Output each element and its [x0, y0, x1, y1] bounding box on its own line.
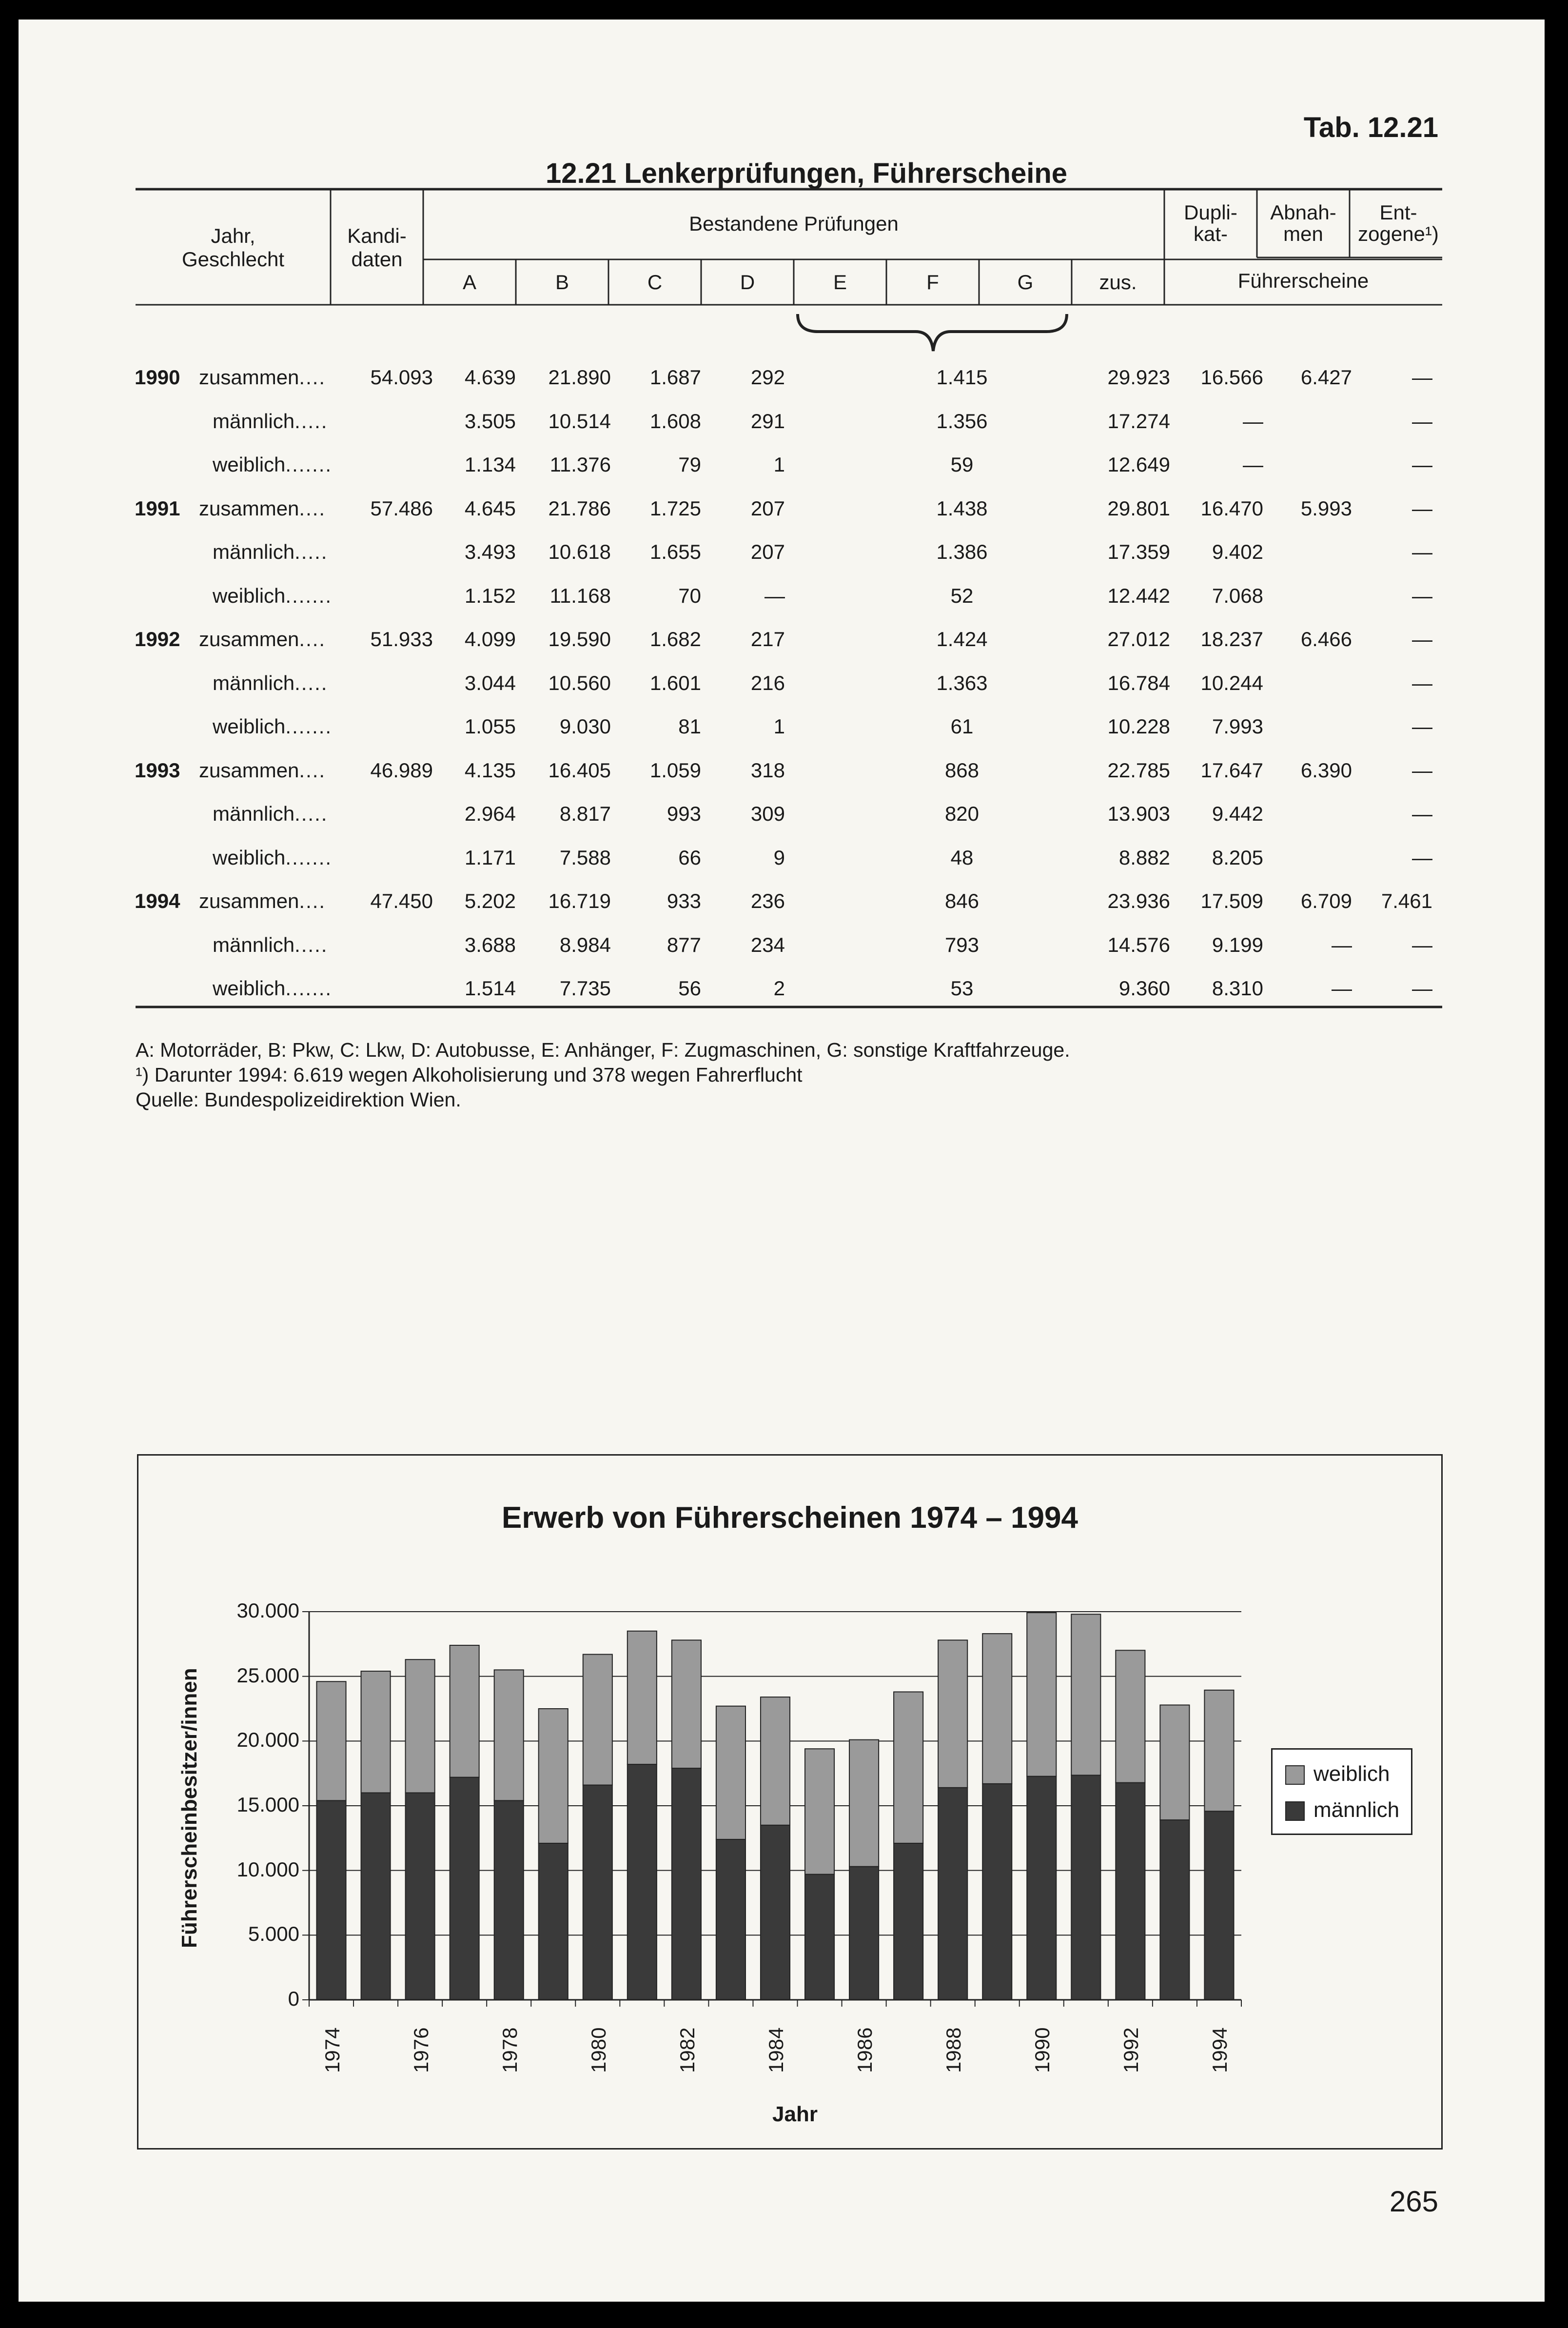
cell-c: 1.601 [649, 671, 701, 694]
cell-b: 21.786 [548, 496, 611, 520]
cell-a: 3.688 [464, 933, 516, 956]
y-tick-label: 20.000 [236, 1728, 299, 1752]
x-tick-label: 1976 [409, 2027, 432, 2073]
cell-b: 19.590 [548, 628, 611, 651]
x-tick-label: 1974 [320, 2027, 344, 2073]
cell-dup: 16.566 [1200, 366, 1263, 389]
y-tick-label: 0 [288, 1987, 299, 2010]
cell-b: 16.405 [548, 758, 611, 782]
bar-maennlich [1027, 1776, 1056, 2000]
bar-weiblich [1071, 1614, 1100, 1775]
cell-a: 1.152 [464, 584, 516, 607]
bar-weiblich [672, 1640, 701, 1768]
cell-abn: 6.466 [1300, 628, 1352, 651]
bar-maennlich [583, 1785, 612, 2000]
cell-a: 3.493 [464, 540, 516, 563]
cell-efg: 820 [944, 802, 980, 825]
cell-ent: — [1412, 758, 1432, 782]
cell-abn: 5.993 [1300, 496, 1352, 520]
cell-abn: 6.390 [1300, 758, 1352, 782]
bar-maennlich [1160, 1820, 1189, 2000]
cell-dup: 9.402 [1212, 540, 1263, 563]
stacked-bar-chart [137, 1454, 1443, 2150]
bar-weiblich [716, 1706, 745, 1839]
cell-zus: 23.936 [1107, 889, 1170, 912]
col-header-e: E [833, 271, 847, 294]
cell-a: 1.171 [464, 846, 516, 869]
cell-zus: 10.228 [1107, 715, 1170, 738]
cell-d: 236 [750, 889, 785, 912]
cell-a: 4.135 [464, 758, 516, 782]
cell-abn: — [1332, 933, 1352, 956]
cell-a: 5.202 [464, 889, 516, 912]
cell-d: 207 [750, 540, 785, 563]
row-label [213, 584, 332, 608]
row-year: 1990 [135, 366, 180, 389]
cell-efg: 846 [944, 889, 980, 912]
footnote: ¹) Darunter 1994: 6.619 wegen Alkoholisierung und 378 wegen Fahrerflucht [136, 1064, 803, 1086]
table-notes [136, 1038, 1070, 1112]
cell-d: 318 [750, 758, 785, 782]
cell-b: 11.168 [549, 584, 611, 607]
table-number: Tab. 12.21 [1303, 112, 1438, 143]
row-label-text: männlich [213, 933, 295, 956]
row-label-dots: ..... [294, 409, 328, 433]
cell-ent: — [1412, 802, 1432, 825]
cell-a: 4.099 [464, 628, 516, 651]
cell-a: 4.645 [464, 496, 516, 520]
cell-ent: — [1412, 977, 1432, 1000]
cell-zus: 22.785 [1107, 758, 1170, 782]
y-tick-label: 30.000 [236, 1599, 299, 1622]
cell-efg: 1.386 [936, 540, 988, 563]
row-label [213, 802, 328, 826]
row-label-text: zusammen [199, 628, 299, 651]
cell-dup: — [1243, 409, 1263, 433]
cell-d: — [764, 584, 785, 607]
bar-weiblich [805, 1749, 834, 1874]
cell-zus: 27.012 [1107, 628, 1170, 651]
cell-c: 1.655 [649, 540, 701, 563]
bar-weiblich [982, 1634, 1012, 1784]
col-header-kandidaten: Kandi- daten [347, 224, 407, 271]
row-label-text: zusammen [199, 758, 299, 782]
cell-d: 9 [773, 846, 785, 869]
bar-maennlich [450, 1777, 479, 2000]
cell-ent: — [1412, 846, 1432, 869]
cell-b: 8.817 [559, 802, 611, 825]
cell-zus: 29.923 [1107, 366, 1170, 389]
row-label-dots: .... [299, 758, 326, 782]
row-label-dots: .... [299, 628, 326, 651]
bar-weiblich [361, 1671, 391, 1793]
cell-ent: — [1412, 540, 1432, 563]
cell-a: 1.055 [464, 715, 516, 738]
bar-maennlich [982, 1784, 1012, 2000]
cell-kand: 51.933 [370, 628, 433, 651]
cell-dup: 9.442 [1212, 802, 1263, 825]
cell-abn: 6.709 [1300, 889, 1352, 912]
cell-c: 1.687 [649, 366, 701, 389]
cell-zus: 17.274 [1107, 409, 1170, 433]
cell-dup: 9.199 [1212, 933, 1263, 956]
table-title: 12.21 Lenkerprüfungen, Führerscheine [545, 158, 1068, 189]
cell-a: 1.514 [464, 977, 516, 1000]
y-tick-label: 10.000 [236, 1857, 299, 1881]
cell-efg: 1.356 [936, 409, 988, 433]
x-axis-label: Jahr [772, 2102, 818, 2126]
cell-d: 234 [750, 933, 785, 956]
row-label-dots: .... [299, 496, 326, 520]
x-tick-label: 1992 [1119, 2027, 1143, 2073]
bar-weiblich [1160, 1705, 1189, 1820]
row-label-text: zusammen [199, 889, 299, 912]
cell-kand: 46.989 [370, 758, 433, 782]
cell-d: 1 [773, 715, 785, 738]
cell-dup: 8.310 [1212, 977, 1263, 1000]
cell-dup: 7.993 [1212, 715, 1263, 738]
bar-weiblich [406, 1659, 435, 1793]
cell-c: 56 [678, 977, 701, 1000]
bar-weiblich [761, 1697, 790, 1825]
row-label-dots: ....... [285, 715, 333, 738]
bar-maennlich [539, 1843, 568, 2000]
cell-b: 10.514 [548, 409, 611, 433]
col-header-b: B [555, 271, 569, 294]
page-number: 265 [1389, 2185, 1438, 2218]
bar-maennlich [938, 1788, 967, 2000]
legend-swatch-maennlich [1285, 1801, 1305, 1821]
cell-c: 79 [678, 453, 701, 476]
cell-ent: — [1412, 628, 1432, 651]
cell-d: 292 [750, 366, 785, 389]
y-tick-label: 5.000 [248, 1922, 299, 1946]
bar-maennlich [627, 1764, 657, 2000]
cell-efg: 1.415 [936, 366, 988, 389]
bar-weiblich [938, 1640, 967, 1787]
row-year: 1994 [135, 889, 180, 912]
row-label-dots: .... [299, 366, 326, 389]
cell-ent: — [1412, 409, 1432, 433]
bar-weiblich [539, 1709, 568, 1843]
col-header-a: A [462, 271, 476, 294]
bar-maennlich [316, 1800, 346, 2000]
cell-b: 9.030 [559, 715, 611, 738]
cell-c: 877 [666, 933, 701, 956]
row-label-text: männlich [213, 671, 295, 694]
cell-ent: 7.461 [1381, 889, 1432, 912]
cell-d: 291 [750, 409, 785, 433]
legend-item-weiblich: weiblich [1285, 1762, 1390, 1786]
cell-b: 11.376 [549, 453, 611, 476]
bar-maennlich [1116, 1783, 1145, 2000]
cell-zus: 8.882 [1118, 846, 1170, 869]
cell-a: 2.964 [464, 802, 516, 825]
cell-b: 10.618 [548, 540, 611, 563]
cell-kand: 54.093 [370, 366, 433, 389]
row-year: 1991 [135, 496, 180, 520]
cell-dup: — [1243, 453, 1263, 476]
category-legend: A: Motorräder, B: Pkw, C: Lkw, D: Autobusse, E: Anhänger, F: Zugmaschinen, G: sonstige Kraftfahrzeuge. [136, 1039, 1070, 1061]
y-tick-label: 25.000 [236, 1663, 299, 1687]
col-header-g: G [1017, 271, 1034, 294]
row-label-text: männlich [213, 540, 295, 563]
cell-dup: 17.509 [1200, 889, 1263, 912]
cell-dup: 17.647 [1200, 758, 1263, 782]
cell-a: 3.044 [464, 671, 516, 694]
cell-a: 4.639 [464, 366, 516, 389]
x-tick-label: 1990 [1031, 2027, 1054, 2073]
cell-c: 66 [678, 846, 701, 869]
row-label-text: männlich [213, 409, 295, 433]
cell-zus: 17.359 [1107, 540, 1170, 563]
cell-dup: 16.470 [1200, 496, 1263, 520]
cell-kand: 57.486 [370, 496, 433, 520]
bar-weiblich [316, 1681, 346, 1800]
row-label [213, 933, 328, 957]
cell-c: 1.608 [649, 409, 701, 433]
cell-a: 1.134 [464, 453, 516, 476]
cell-abn: — [1332, 977, 1352, 1000]
cell-c: 933 [666, 889, 701, 912]
bar-maennlich [494, 1800, 524, 2000]
bar-weiblich [849, 1740, 879, 1867]
cell-a: 3.505 [464, 409, 516, 433]
row-label-text: weiblich [213, 977, 286, 1000]
x-tick-label: 1978 [498, 2027, 521, 2073]
x-tick-label: 1994 [1208, 2027, 1232, 2073]
row-label-dots: ..... [294, 540, 328, 563]
cell-dup: 10.244 [1200, 671, 1263, 694]
cell-efg: 52 [950, 584, 974, 607]
cell-d: 217 [750, 628, 785, 651]
cell-efg: 1.424 [936, 628, 988, 651]
x-tick-label: 1986 [853, 2027, 877, 2073]
x-tick-label: 1980 [587, 2027, 610, 2073]
row-label-text: männlich [213, 802, 295, 825]
row-label-text: zusammen [199, 366, 299, 389]
col-header-bestandene: Bestandene Prüfungen [689, 212, 899, 235]
cell-c: 70 [678, 584, 701, 607]
cell-efg: 1.438 [936, 496, 988, 520]
x-tick-label: 1982 [675, 2027, 699, 2073]
data-table [19, 20, 1545, 1092]
row-label-dots: ....... [285, 846, 333, 869]
cell-b: 10.560 [548, 671, 611, 694]
row-label-text: weiblich [213, 846, 286, 869]
row-label [213, 453, 332, 476]
bar-maennlich [761, 1825, 790, 2000]
page [19, 20, 1545, 2302]
cell-b: 8.984 [559, 933, 611, 956]
row-label [213, 540, 328, 564]
col-header-zus: zus. [1099, 271, 1137, 294]
cell-kand: 47.450 [370, 889, 433, 912]
cell-b: 21.890 [548, 366, 611, 389]
x-tick-label: 1988 [942, 2027, 965, 2073]
bar-maennlich [1204, 1811, 1234, 2000]
cell-efg: 53 [950, 977, 974, 1000]
row-year: 1992 [135, 628, 180, 651]
cell-c: 1.059 [649, 758, 701, 782]
bar-weiblich [1116, 1650, 1145, 1782]
bar-weiblich [894, 1692, 923, 1843]
bar-maennlich [716, 1839, 745, 2000]
cell-efg: 61 [950, 715, 974, 738]
cell-abn: 6.427 [1300, 366, 1352, 389]
cell-efg: 793 [944, 933, 980, 956]
cell-zus: 12.649 [1107, 453, 1170, 476]
cell-dup: 8.205 [1212, 846, 1263, 869]
cell-dup: 18.237 [1200, 628, 1263, 651]
row-label-text: weiblich [213, 453, 286, 476]
cell-b: 16.719 [548, 889, 611, 912]
cell-ent: — [1412, 366, 1432, 389]
col-header-c: C [647, 271, 663, 294]
row-label [213, 410, 328, 433]
col-header-abnahmen: Abnah- men [1270, 201, 1336, 245]
x-tick-label: 1984 [764, 2027, 787, 2073]
row-year: 1993 [135, 758, 180, 782]
row-label [213, 846, 332, 869]
row-label-dots: .... [299, 889, 326, 912]
bar-maennlich [672, 1768, 701, 2000]
y-axis-label: Führerscheinbesitzer/innen [177, 1668, 201, 1948]
cell-ent: — [1412, 671, 1432, 694]
row-label-dots: ..... [294, 802, 328, 825]
cell-zus: 16.784 [1107, 671, 1170, 694]
cell-ent: — [1412, 715, 1432, 738]
bar-maennlich [1071, 1775, 1100, 2000]
bar-maennlich [361, 1793, 391, 2000]
col-header-jahr: Jahr, Geschlecht [181, 224, 285, 271]
cell-ent: — [1412, 496, 1432, 520]
bar-weiblich [450, 1645, 479, 1777]
bar-weiblich [1027, 1613, 1056, 1776]
col-header-duplikat: Dupli- kat- [1184, 201, 1237, 245]
cell-zus: 12.442 [1107, 584, 1170, 607]
row-label [213, 715, 332, 738]
cell-b: 7.735 [559, 977, 611, 1000]
row-label-dots: ....... [285, 977, 333, 1000]
cell-efg: 48 [950, 846, 974, 869]
cell-zus: 29.801 [1107, 496, 1170, 520]
chart-title: Erwerb von Führerscheinen 1974 – 1994 [502, 1501, 1078, 1535]
cell-d: 216 [750, 671, 785, 694]
cell-dup: 7.068 [1212, 584, 1263, 607]
cell-ent: — [1412, 453, 1432, 476]
row-label-text: weiblich [213, 715, 286, 738]
efg-brace [798, 314, 1067, 351]
bar-weiblich [1204, 1690, 1234, 1811]
cell-d: 1 [773, 453, 785, 476]
cell-zus: 14.576 [1107, 933, 1170, 956]
cell-b: 7.588 [559, 846, 611, 869]
row-label-text: zusammen [199, 496, 299, 520]
cell-d: 207 [750, 496, 785, 520]
legend-swatch-weiblich [1285, 1765, 1305, 1785]
cell-d: 2 [773, 977, 785, 1000]
cell-efg: 868 [944, 758, 980, 782]
cell-efg: 1.363 [936, 671, 988, 694]
cell-d: 309 [750, 802, 785, 825]
cell-c: 993 [666, 802, 701, 825]
legend-item-maennlich: männlich [1285, 1798, 1399, 1822]
bar-maennlich [894, 1843, 923, 2000]
row-label-dots: ..... [294, 933, 328, 956]
row-label [213, 671, 328, 695]
bar-maennlich [406, 1793, 435, 2000]
bar-weiblich [627, 1631, 657, 1764]
col-header-entzogene: Ent- zogene¹) [1358, 201, 1439, 245]
cell-efg: 59 [950, 453, 974, 476]
col-header-f: F [926, 271, 939, 294]
row-label-text: weiblich [213, 584, 286, 607]
source: Quelle: Bundespolizeidirektion Wien. [136, 1088, 461, 1111]
col-header-d: D [740, 271, 755, 294]
chart-legend [1271, 1748, 1412, 1835]
row-label-dots: ..... [294, 671, 328, 694]
bar-maennlich [849, 1867, 879, 2000]
cell-zus: 9.360 [1118, 977, 1170, 1000]
row-label [213, 977, 332, 1000]
row-label-dots: ....... [285, 453, 333, 476]
cell-c: 81 [678, 715, 701, 738]
bar-weiblich [583, 1655, 612, 1785]
cell-zus: 13.903 [1107, 802, 1170, 825]
cell-ent: — [1412, 933, 1432, 956]
row-label-dots: ....... [285, 584, 333, 607]
cell-c: 1.682 [649, 628, 701, 651]
y-tick-label: 15.000 [236, 1793, 299, 1816]
cell-c: 1.725 [649, 496, 701, 520]
bar-maennlich [805, 1874, 834, 2000]
col-header-fuehrerscheine: Führerscheine [1237, 269, 1369, 292]
cell-ent: — [1412, 584, 1432, 607]
bar-weiblich [494, 1670, 524, 1800]
